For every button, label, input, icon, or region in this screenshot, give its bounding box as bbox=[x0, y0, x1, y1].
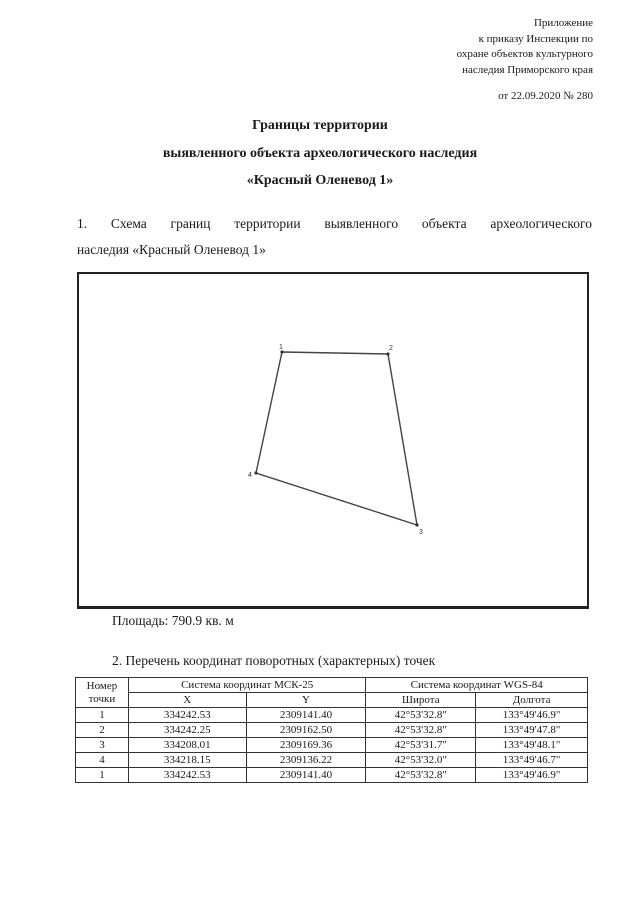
point-number-header bbox=[76, 678, 129, 708]
x-header: X bbox=[128, 693, 246, 708]
document-title-line3: «Красный Оленевод 1» bbox=[246, 173, 394, 188]
order-date: от 22.09.2020 № 280 bbox=[498, 90, 593, 102]
section1-heading-line2: наследия «Красный Оленевод 1» bbox=[77, 242, 266, 257]
header-text: точки bbox=[88, 692, 116, 705]
lat-cell: 42°53'32.0" bbox=[366, 753, 476, 768]
lat-cell: 42°53'32.8" bbox=[366, 768, 476, 783]
lon-cell: 133°49'46.7" bbox=[476, 753, 588, 768]
territory-boundary-polygon bbox=[256, 352, 417, 525]
boundary-point-label: 3 bbox=[419, 529, 423, 536]
coordinates-table bbox=[75, 677, 588, 783]
table-row bbox=[76, 738, 588, 753]
lat-cell: 42°53'32.8" bbox=[366, 723, 476, 738]
boundary-point-2 bbox=[386, 352, 389, 355]
x-cell: 334242.53 bbox=[128, 768, 246, 783]
y-cell: 2309136.22 bbox=[246, 753, 366, 768]
header-text: Номер bbox=[86, 679, 118, 692]
point-number-cell: 1 bbox=[76, 768, 129, 783]
table-row bbox=[76, 723, 588, 738]
lon-cell: 133°49'46.9" bbox=[476, 708, 588, 723]
msk-header: Система координат МСК-25 bbox=[128, 678, 365, 693]
boundary-point-4 bbox=[254, 471, 257, 474]
lat-header: Широта bbox=[366, 693, 476, 708]
y-cell: 2309169.36 bbox=[246, 738, 366, 753]
appendix-block bbox=[353, 16, 593, 78]
lon-header: Долгота bbox=[476, 693, 588, 708]
lon-cell: 133°49'47.8" bbox=[476, 723, 588, 738]
appendix-line: наследия Приморского края bbox=[462, 63, 593, 76]
x-cell: 334242.25 bbox=[128, 723, 246, 738]
table-row bbox=[76, 708, 588, 723]
y-header: Y bbox=[246, 693, 366, 708]
lat-cell: 42°53'32.8" bbox=[366, 708, 476, 723]
x-cell: 334242.53 bbox=[128, 708, 246, 723]
boundary-scheme-map bbox=[77, 272, 589, 609]
y-cell: 2309162.50 bbox=[246, 723, 366, 738]
point-number-cell: 2 bbox=[76, 723, 129, 738]
table-subheader-row bbox=[76, 693, 588, 708]
area-value: Площадь: 790.9 кв. м bbox=[112, 613, 234, 628]
document-title-line2: выявленного объекта археологического наследия bbox=[162, 146, 478, 161]
point-number-cell: 1 bbox=[76, 708, 129, 723]
boundary-scheme-svg bbox=[79, 274, 587, 606]
boundary-point-label: 2 bbox=[389, 345, 393, 352]
wgs-header: Система координат WGS-84 bbox=[366, 678, 588, 693]
table-header-row bbox=[76, 678, 588, 693]
table-row bbox=[76, 768, 588, 783]
table-row bbox=[76, 753, 588, 768]
document-title-line1: Границы территории bbox=[252, 118, 388, 133]
lon-cell: 133°49'46.9" bbox=[476, 768, 588, 783]
x-cell: 334208.01 bbox=[128, 738, 246, 753]
boundary-point-label: 4 bbox=[248, 472, 252, 479]
lon-cell: 133°49'48.1" bbox=[476, 738, 588, 753]
y-cell: 2309141.40 bbox=[246, 708, 366, 723]
point-number-cell: 4 bbox=[76, 753, 129, 768]
appendix-line: к приказу Инспекции по bbox=[478, 32, 593, 45]
boundary-point-3 bbox=[415, 523, 418, 526]
boundary-point-label: 1 bbox=[279, 344, 283, 351]
section1-heading-line1: 1. Схема границ территории выявленного объекта археологического bbox=[77, 216, 592, 231]
point-number-cell: 3 bbox=[76, 738, 129, 753]
lat-cell: 42°53'31.7" bbox=[366, 738, 476, 753]
section2-heading: 2. Перечень координат поворотных (характерных) точек bbox=[112, 653, 436, 668]
y-cell: 2309141.40 bbox=[246, 768, 366, 783]
x-cell: 334218.15 bbox=[128, 753, 246, 768]
appendix-line: Приложение bbox=[533, 17, 593, 29]
appendix-line: охране объектов культурного bbox=[456, 48, 593, 61]
